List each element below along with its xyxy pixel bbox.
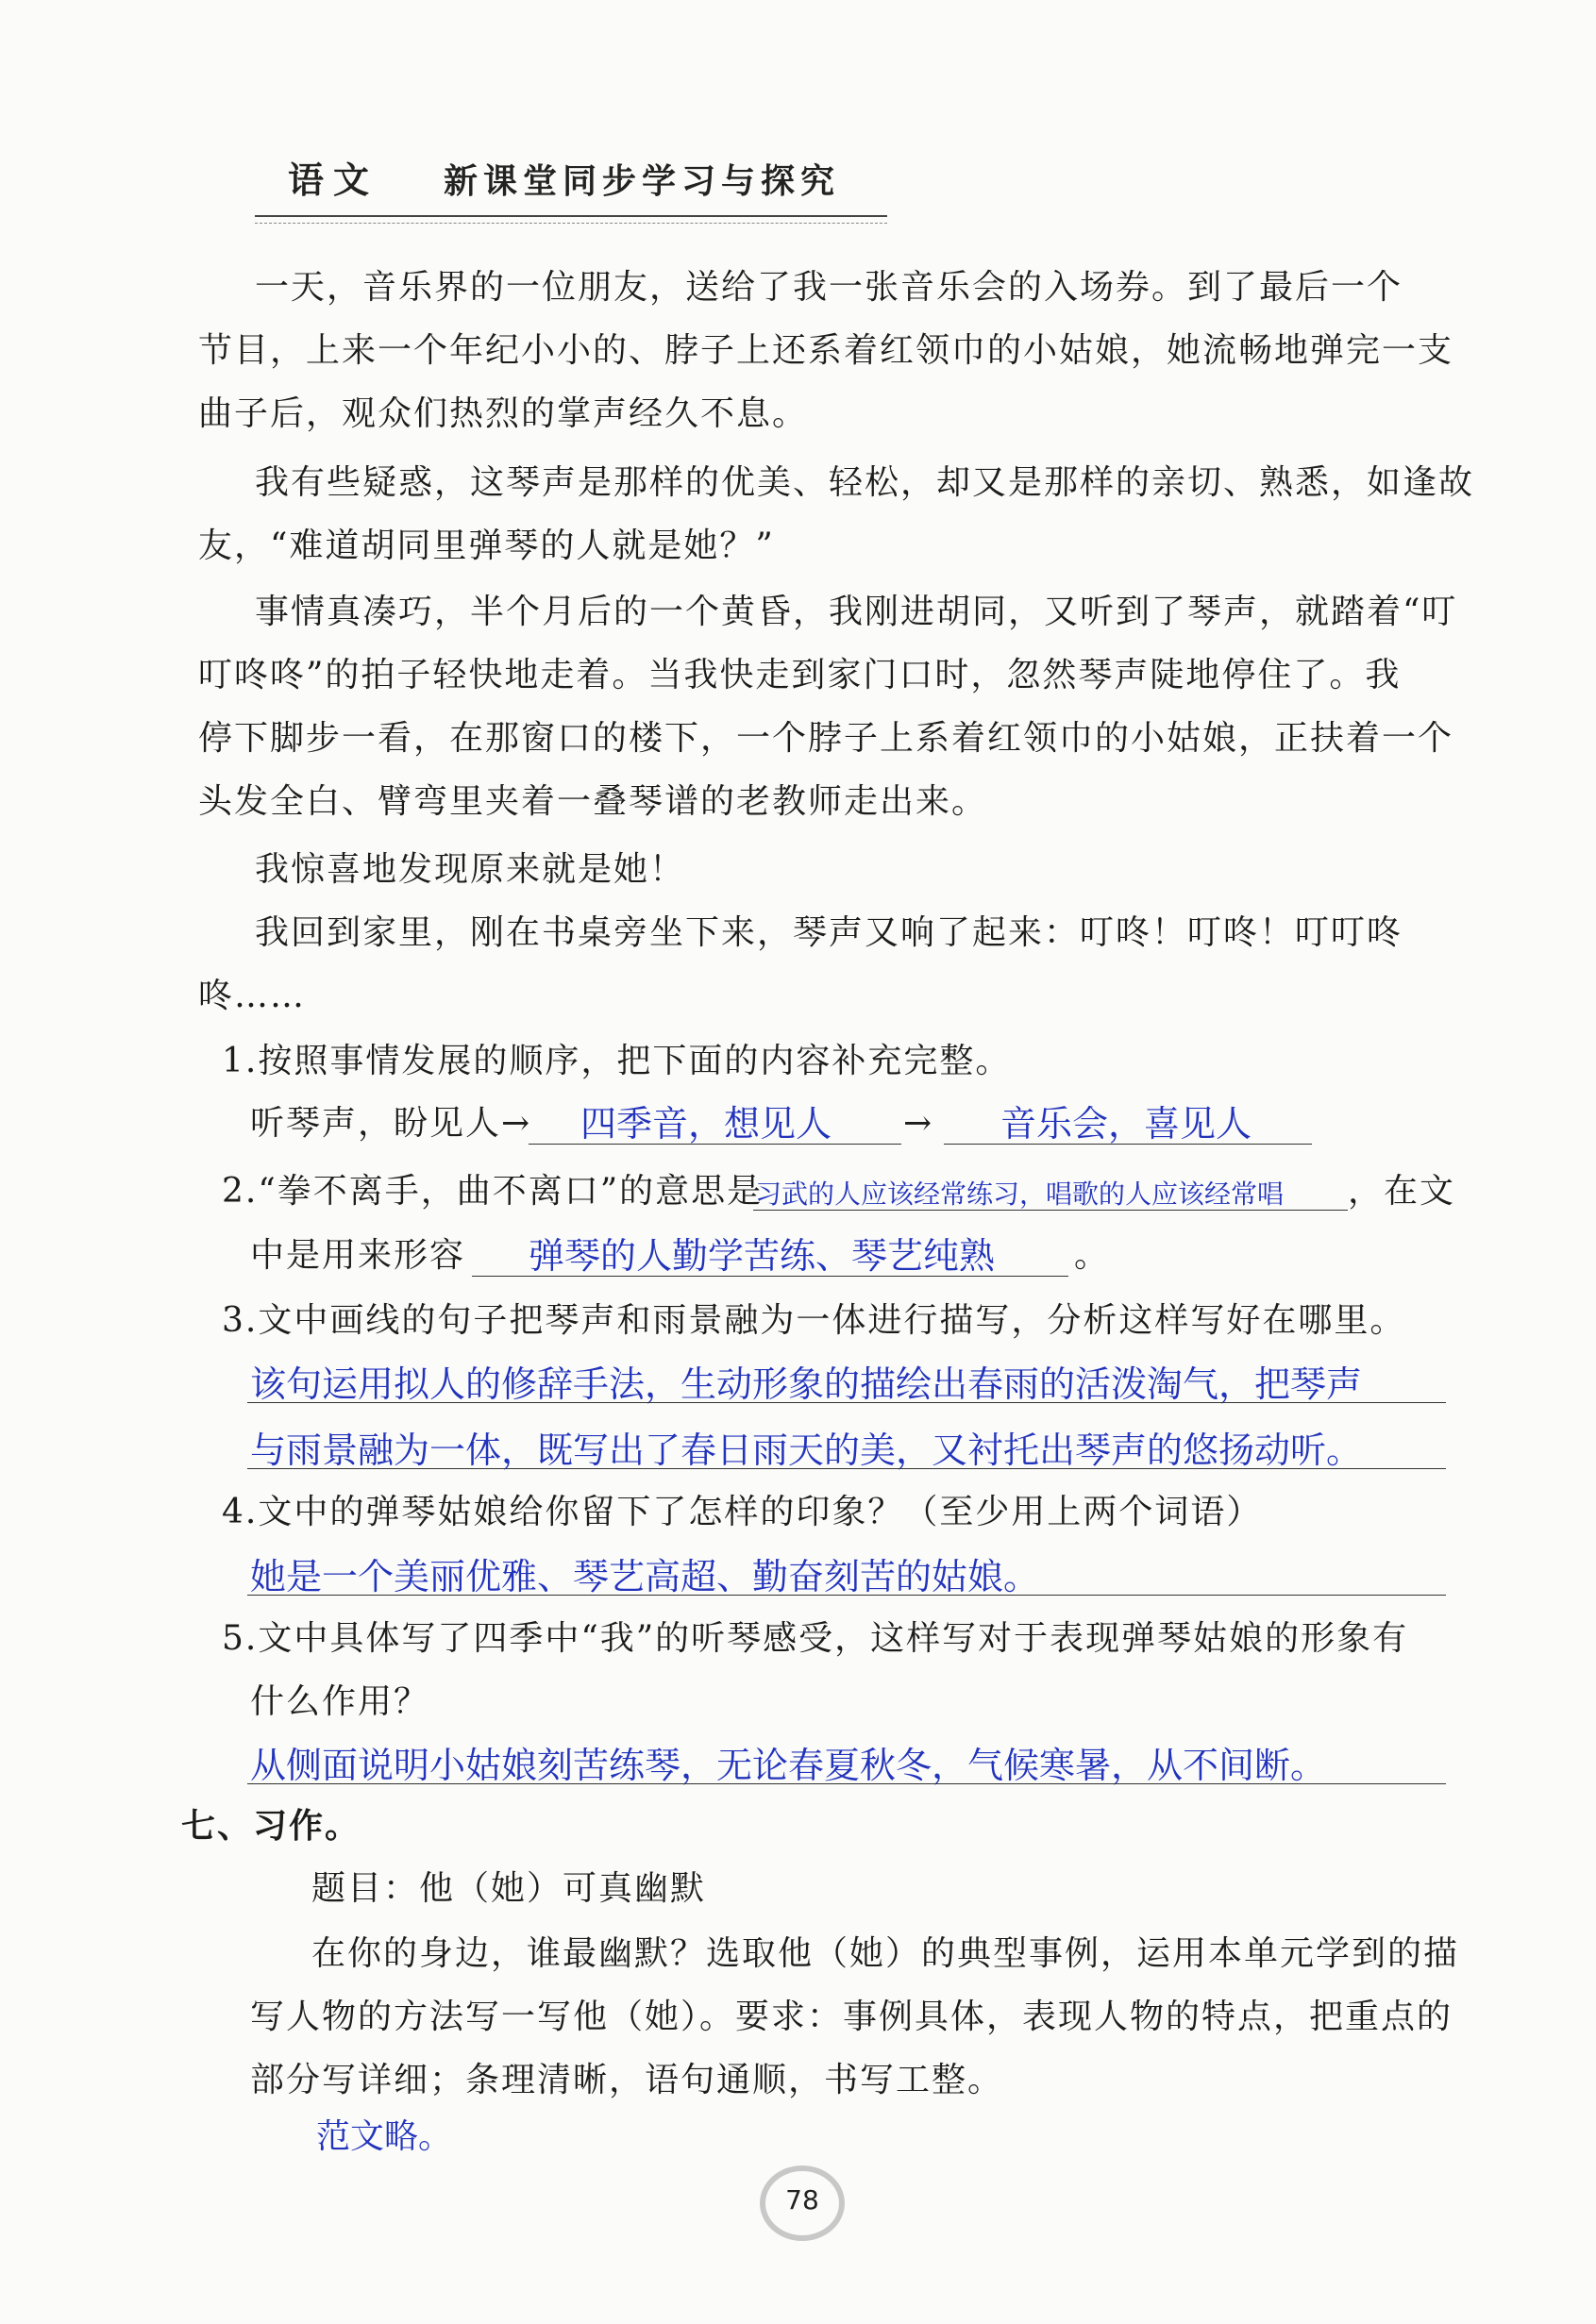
book-title: 新课堂同步学习与探究 — [444, 161, 841, 201]
question-2-prompt-line2: 中是用来形容 — [250, 1236, 466, 1275]
passage-line: 我回到家里，刚在书桌旁坐下来，琴声又响了起来：叮咚！叮咚！叮叮咚 — [255, 913, 1403, 952]
answer-rule — [472, 1276, 1068, 1277]
question-5-answer: 从侧面说明小姑娘刻苦练琴，无论春夏秋冬，气候寒暑，从不间断。 — [250, 1745, 1327, 1786]
header-rule — [255, 215, 887, 217]
passage-line: 我惊喜地发现原来就是她！ — [255, 850, 686, 889]
passage-line: 事情真凑巧，半个月后的一个黄昏，我刚进胡同，又听到了琴声，就踏着“叮 — [255, 593, 1458, 631]
essay-requirements: 写人物的方法写一写他（她）。要求：事例具体，表现人物的特点，把重点的 — [250, 1998, 1453, 2036]
question-2-prompt-tail: ，在文 — [1348, 1172, 1456, 1211]
question-2-answer-describe: 弹琴的人勤学苦练、琴艺纯熟 — [529, 1235, 996, 1277]
question-1-prompt: 1.按照事情发展的顺序，把下面的内容补充完整。 — [222, 1042, 1012, 1080]
page-number: 78 — [785, 2184, 819, 2215]
answer-rule — [247, 1783, 1446, 1784]
question-1-start: 听琴声，盼见人→ — [250, 1104, 532, 1143]
question-3-answer-line-2: 与雨景融为一体，既写出了春日雨天的美，又衬托出琴声的悠扬动听。 — [250, 1430, 1363, 1471]
question-1-answer-1: 四季音，想见人 — [580, 1103, 832, 1145]
question-2-end: 。 — [1074, 1236, 1111, 1275]
passage-line: 叮咚咚”的拍子轻快地走着。当我快走到家门口时，忽然琴声陡地停住了。我 — [198, 656, 1402, 694]
essay-topic: 题目：他（她）可真幽默 — [311, 1869, 707, 1908]
passage-line: 友，“难道胡同里弹琴的人就是她？” — [198, 527, 775, 565]
passage-line: 头发全白、臂弯里夹着一叠琴谱的老教师走出来。 — [198, 782, 988, 821]
passage-line: 咚…… — [198, 977, 307, 1015]
essay-requirements: 部分写详细；条理清晰，语句通顺，书写工整。 — [250, 2061, 1004, 2099]
passage-line: 我有些疑惑，这琴声是那样的优美、轻松，却又是那样的亲切、熟悉，如逢故 — [255, 463, 1475, 502]
passage-line: 一天，音乐界的一位朋友，送给了我一张音乐会的入场券。到了最后一个 — [255, 268, 1403, 307]
question-3-answer-line-1: 该句运用拟人的修辞手法，生动形象的描绘出春雨的活泼淘气，把琴声 — [250, 1363, 1363, 1405]
question-5-prompt-line2: 什么作用？ — [250, 1682, 430, 1721]
answer-rule — [944, 1144, 1312, 1145]
answer-rule — [247, 1402, 1446, 1403]
page-number-badge — [760, 2165, 854, 2241]
question-4-answer: 她是一个美丽优雅、琴艺高超、勤奋刻苦的姑娘。 — [250, 1556, 1040, 1597]
passage-line: 停下脚步一看，在那窗口的楼下，一个脖子上系着红领巾的小姑娘，正扶着一个 — [198, 719, 1454, 758]
question-2-prompt: 2.“拳不离手，曲不离口”的意思是 — [222, 1172, 764, 1211]
question-1-answer-2: 音乐会，喜见人 — [1000, 1103, 1252, 1145]
question-3-prompt: 3.文中画线的句子把琴声和雨景融为一体进行描写，分析这样写好在哪里。 — [222, 1301, 1406, 1340]
passage-line: 曲子后，观众们热烈的掌声经久不息。 — [198, 394, 809, 433]
question-5-prompt: 5.文中具体写了四季中“我”的听琴感受，这样写对于表现弹琴姑娘的形象有 — [222, 1619, 1409, 1658]
question-4-prompt: 4.文中的弹琴姑娘给你留下了怎样的印象？（至少用上两个词语） — [222, 1493, 1263, 1531]
answer-rule — [247, 1468, 1446, 1469]
answer-rule — [753, 1210, 1348, 1211]
question-2-answer-meaning: 习武的人应该经常练习，唱歌的人应该经常唱 — [755, 1179, 1285, 1210]
page-header — [288, 151, 892, 217]
answer-rule — [529, 1144, 901, 1145]
subject-label: 语文 — [288, 159, 379, 201]
answer-rule — [247, 1595, 1446, 1596]
essay-answer: 范文略。 — [316, 2117, 453, 2156]
passage-line: 节目，上来一个年纪小小的、脖子上还系着红领巾的小姑娘，她流畅地弹完一支 — [198, 331, 1454, 370]
header-rule-dashed — [255, 223, 887, 224]
essay-requirements: 在你的身边，谁最幽默？选取他（她）的典型事例，运用本单元学到的描 — [311, 1934, 1460, 1973]
question-1-arrow: → — [903, 1104, 934, 1143]
section-7-heading: 七、习作。 — [181, 1806, 361, 1846]
